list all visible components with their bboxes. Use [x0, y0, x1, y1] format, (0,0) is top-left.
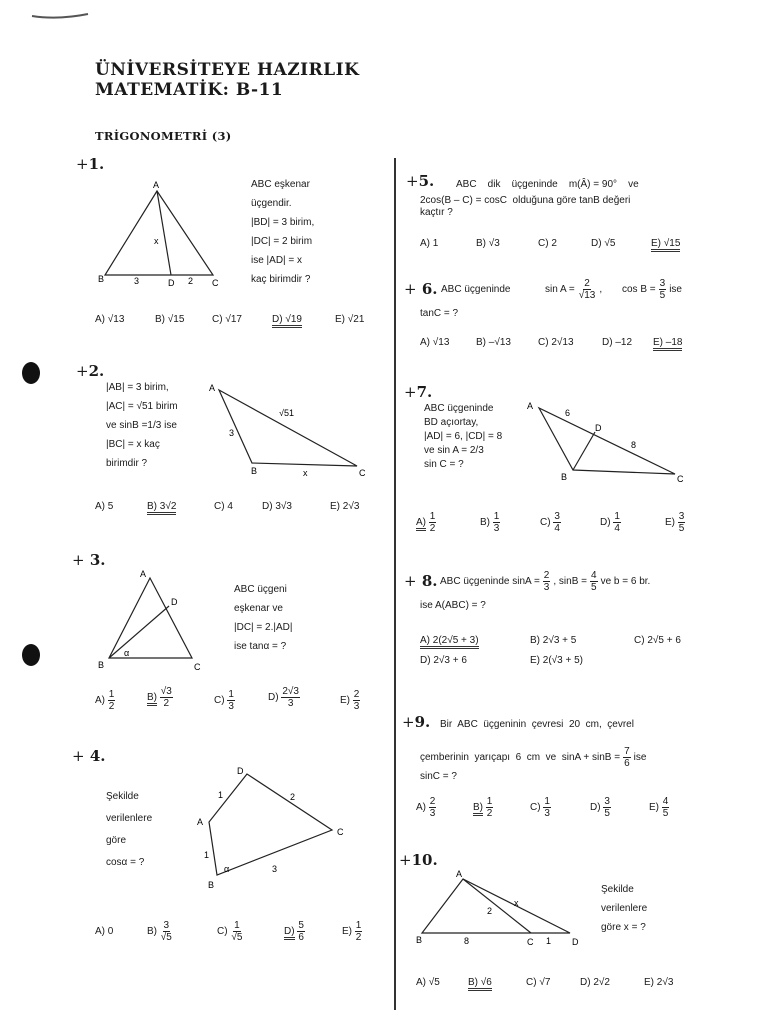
question-9-line3: sinC = ? [420, 771, 457, 782]
question-8-number: + 8. [404, 572, 438, 590]
question-5-line3: kaçtır ? [420, 207, 453, 218]
svg-text:x: x [514, 898, 519, 908]
svg-text:A: A [140, 569, 147, 579]
svg-text:1: 1 [218, 790, 224, 800]
pen-scribble [28, 4, 98, 24]
question-1-option-d[interactable]: D) √19 [272, 314, 302, 328]
question-9-line1: Bir ABC üçgeninin çevresi 20 cm, çevrel [440, 719, 634, 730]
svg-text:B: B [251, 466, 258, 476]
question-6-cosB: cos B = $\frac{3}{5}$ ise [622, 278, 682, 301]
question-9-number: +9. [402, 713, 431, 731]
question-5-number: +5. [406, 172, 435, 190]
question-5-option-e[interactable]: E) √15 [651, 238, 680, 252]
question-7-text: ABC üçgeninde BD açıortay, |AD| = 6, |CD| = 8 ve sin A = 2/3 sin C = ? [424, 403, 503, 470]
svg-text:1: 1 [546, 936, 552, 946]
question-5-line2: 2cos(B – C) = cosC olduğuna göre tanB değeri [420, 195, 631, 206]
question-10-text: Şekilde verilenlere göre x = ? [601, 884, 648, 933]
question-5-option-a[interactable]: A) 1 [420, 238, 439, 249]
svg-text:x: x [303, 468, 308, 478]
question-7-option-a[interactable]: A) $\frac{1}{2}$ [416, 511, 436, 534]
question-7-number: +7. [404, 383, 433, 401]
question-4-option-a[interactable]: A) 0 [95, 926, 114, 937]
question-10-option-c[interactable]: C) √7 [526, 977, 551, 988]
column-divider [394, 158, 396, 1010]
svg-text:C: C [359, 468, 366, 478]
svg-text:α: α [224, 864, 230, 874]
svg-text:C: C [212, 278, 219, 288]
question-1-option-a[interactable]: A) √13 [95, 314, 125, 325]
question-3-option-a[interactable]: A) $\frac{1}{2}$ [95, 689, 115, 712]
question-6-option-c[interactable]: C) 2√13 [538, 337, 574, 348]
svg-text:x: x [154, 236, 159, 246]
question-9-option-a[interactable]: A) $\frac{2}{3}$ [416, 796, 436, 819]
punch-hole-bottom [22, 644, 40, 666]
question-9-option-b[interactable]: B) $\frac{1}{2}$ [473, 796, 493, 819]
question-1-number: +1. [76, 155, 105, 173]
svg-text:B: B [416, 935, 423, 945]
question-1-option-b[interactable]: B) √15 [155, 314, 185, 325]
question-7-option-c[interactable]: C) $\frac{3}{4}$ [540, 511, 560, 534]
question-2-option-e[interactable]: E) 2√3 [330, 501, 360, 512]
question-7-option-d[interactable]: D) $\frac{1}{4}$ [600, 511, 620, 534]
question-10-number: +10. [399, 851, 438, 869]
question-6-option-a[interactable]: A) √13 [420, 337, 450, 348]
question-3-text: ABC üçgeni eşkenar ve |DC| = 2.|AD| ise tanα = ? [234, 584, 293, 652]
svg-text:α: α [124, 648, 130, 658]
question-10-figure [410, 868, 590, 950]
question-1-option-c[interactable]: C) √17 [212, 314, 242, 325]
question-8-option-c[interactable]: C) 2√5 + 6 [634, 635, 681, 646]
svg-text:D: D [237, 766, 244, 776]
page-title-line1: ÜNİVERSİTEYE HAZIRLIK [95, 60, 360, 80]
svg-text:A: A [197, 817, 204, 827]
svg-text:D: D [171, 597, 178, 607]
question-2-option-a[interactable]: A) 5 [95, 501, 114, 512]
punch-hole-top [22, 362, 40, 384]
question-8-option-e[interactable]: E) 2(√3 + 5) [530, 655, 584, 666]
question-2-figure [205, 378, 375, 480]
question-7-option-b[interactable]: B) $\frac{1}{3}$ [480, 511, 500, 534]
question-7-figure [525, 398, 695, 488]
svg-text:A: A [456, 869, 463, 879]
question-3-figure [94, 568, 214, 673]
svg-text:3: 3 [134, 276, 140, 286]
question-1-text: ABC eşkenar üçgendir. |BD| = 3 birim, |DC| = 2 birim ise |AD| = x kaç birimdir ? [251, 179, 315, 285]
question-1-option-e[interactable]: E) √21 [335, 314, 365, 325]
svg-text:2: 2 [188, 276, 194, 286]
svg-text:B: B [561, 472, 568, 482]
svg-text:1: 1 [204, 850, 210, 860]
question-6-option-b[interactable]: B) –√13 [476, 337, 511, 348]
question-8-option-a[interactable]: A) 2(2√5 + 3) [420, 635, 479, 649]
question-4-number: + 4. [72, 747, 106, 765]
svg-text:3: 3 [229, 428, 235, 438]
question-9-option-d[interactable]: D) $\frac{3}{5}$ [590, 796, 610, 819]
question-4-option-d[interactable]: D) $\frac{5}{6}$ [284, 920, 304, 943]
question-3-number: + 3. [72, 551, 106, 569]
question-9-option-c[interactable]: C) $\frac{1}{3}$ [530, 796, 550, 819]
question-2-option-d[interactable]: D) 3√3 [262, 501, 292, 512]
question-8-line1: ABC üçgeninde sinA = $\frac{2}{3}$ , sinB = $\frac{4}{5}$ ve b = 6 br. [440, 570, 651, 593]
svg-text:√51: √51 [279, 408, 294, 418]
question-9-line2: çemberinin yarıçapı 6 cm ve sinA + sinB = $\frac{7}{6}$ ise [420, 746, 647, 769]
svg-text:B: B [98, 660, 105, 670]
question-4-option-b[interactable]: B) $\frac{3}{√5}$ [147, 920, 172, 943]
question-6-sinA: sin A = $\frac{2}{√13}$ , [545, 278, 603, 301]
question-3-option-c[interactable]: C) $\frac{1}{3}$ [214, 689, 234, 712]
question-3-option-d[interactable]: D) $\frac{2√3}{3}$ [268, 686, 299, 709]
question-2-option-c[interactable]: C) 4 [214, 501, 233, 512]
svg-text:C: C [194, 662, 201, 672]
svg-text:C: C [677, 474, 684, 484]
svg-text:2: 2 [487, 906, 493, 916]
question-10-option-e[interactable]: E) 2√3 [644, 977, 674, 988]
question-4-option-e[interactable]: E) $\frac{1}{2}$ [342, 920, 362, 943]
svg-text:3: 3 [272, 864, 278, 874]
question-4-figure [192, 762, 357, 892]
question-4-text: Şekilde verilenlere göre cosα = ? [106, 791, 153, 868]
question-6-line2: tanC = ? [420, 308, 459, 319]
svg-text:6: 6 [565, 408, 571, 418]
question-10-option-a[interactable]: A) √5 [416, 977, 440, 988]
question-6-option-e[interactable]: E) –18 [653, 337, 682, 351]
svg-text:C: C [527, 937, 534, 947]
section-title: TRİGONOMETRİ (3) [95, 129, 232, 143]
question-1-figure [90, 178, 240, 290]
page-title-line2: MATEMATİK: B-11 [95, 80, 284, 100]
question-7-option-e[interactable]: E) $\frac{3}{5}$ [665, 511, 685, 534]
question-6-option-d[interactable]: D) –12 [602, 337, 633, 348]
svg-text:A: A [153, 180, 160, 190]
question-8-option-d[interactable]: D) 2√3 + 6 [420, 655, 467, 666]
question-4-option-c[interactable]: C) $\frac{1}{√5}$ [217, 920, 243, 943]
question-9-option-e[interactable]: E) $\frac{4}{5}$ [649, 796, 669, 819]
question-5-option-b[interactable]: B) √3 [476, 238, 500, 249]
svg-text:A: A [209, 383, 216, 393]
question-2-option-b[interactable]: B) 3√2 [147, 501, 176, 515]
question-6-number: + 6. [404, 280, 438, 298]
question-8-line2: ise A(ABC) = ? [420, 600, 486, 611]
question-3-option-e[interactable]: E) $\frac{2}{3}$ [340, 689, 360, 712]
svg-text:C: C [337, 827, 344, 837]
svg-text:D: D [595, 423, 602, 433]
svg-text:D: D [572, 937, 579, 947]
question-2-number: +2. [76, 362, 105, 380]
question-2-text: |AB| = 3 birim, |AC| = √51 birim ve sinB =1/3 ise |BC| = x kaç birimdir ? [106, 382, 178, 469]
question-6-text-pre: ABC üçgeninde [441, 284, 511, 295]
question-3-option-b[interactable]: B) $\frac{√3}{2}$ [147, 686, 172, 709]
svg-text:A: A [527, 401, 534, 411]
svg-text:B: B [208, 880, 215, 890]
svg-text:8: 8 [631, 440, 637, 450]
question-5-line1: ABC dik üçgeninde m(Â) = 90° ve [456, 179, 639, 190]
question-8-option-b[interactable]: B) 2√3 + 5 [530, 635, 577, 646]
question-10-option-b[interactable]: B) √6 [468, 977, 492, 991]
svg-text:2: 2 [290, 792, 296, 802]
svg-text:D: D [168, 278, 175, 288]
question-10-option-d[interactable]: D) 2√2 [580, 977, 610, 988]
question-5-option-c[interactable]: C) 2 [538, 238, 557, 249]
svg-text:B: B [98, 274, 105, 284]
svg-text:8: 8 [464, 936, 470, 946]
question-5-option-d[interactable]: D) √5 [591, 238, 616, 249]
